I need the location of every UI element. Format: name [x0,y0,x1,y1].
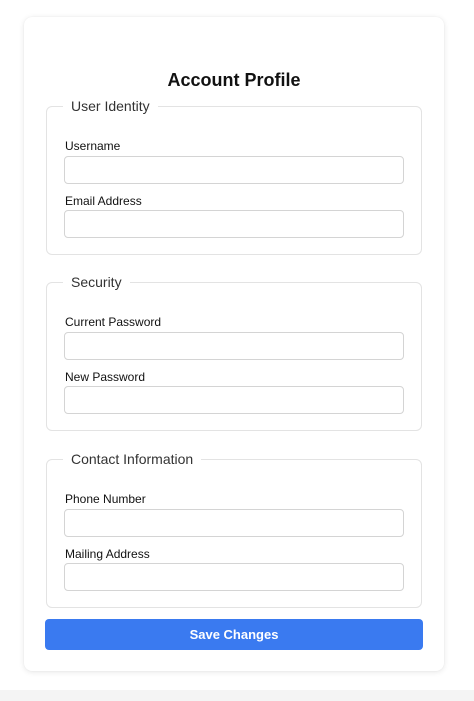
username-input[interactable] [64,156,404,184]
security-section [46,273,422,431]
mailing-address-input[interactable] [64,563,404,591]
new-password-input[interactable] [64,386,404,414]
new-password-label: New Password [65,370,146,384]
save-changes-button[interactable]: Save Changes [45,619,423,650]
email-address-label: Email Address [65,194,142,208]
mailing-address-label: Mailing Address [65,547,150,561]
section-legend-user-identity: User Identity [71,98,150,114]
page-title: Account Profile [167,70,301,90]
email-address-input[interactable] [64,210,404,238]
section-legend-security: Security [71,274,122,290]
username-label: Username [65,139,121,153]
contact-information-section [46,450,422,608]
page-bottom-edge [0,690,474,701]
current-password-label: Current Password [65,315,162,329]
current-password-input[interactable] [64,332,404,360]
phone-number-input[interactable] [64,509,404,537]
user-identity-section [46,97,422,255]
phone-number-label: Phone Number [65,492,146,506]
account-profile-card [24,17,444,671]
section-legend-contact-information: Contact Information [71,451,194,467]
